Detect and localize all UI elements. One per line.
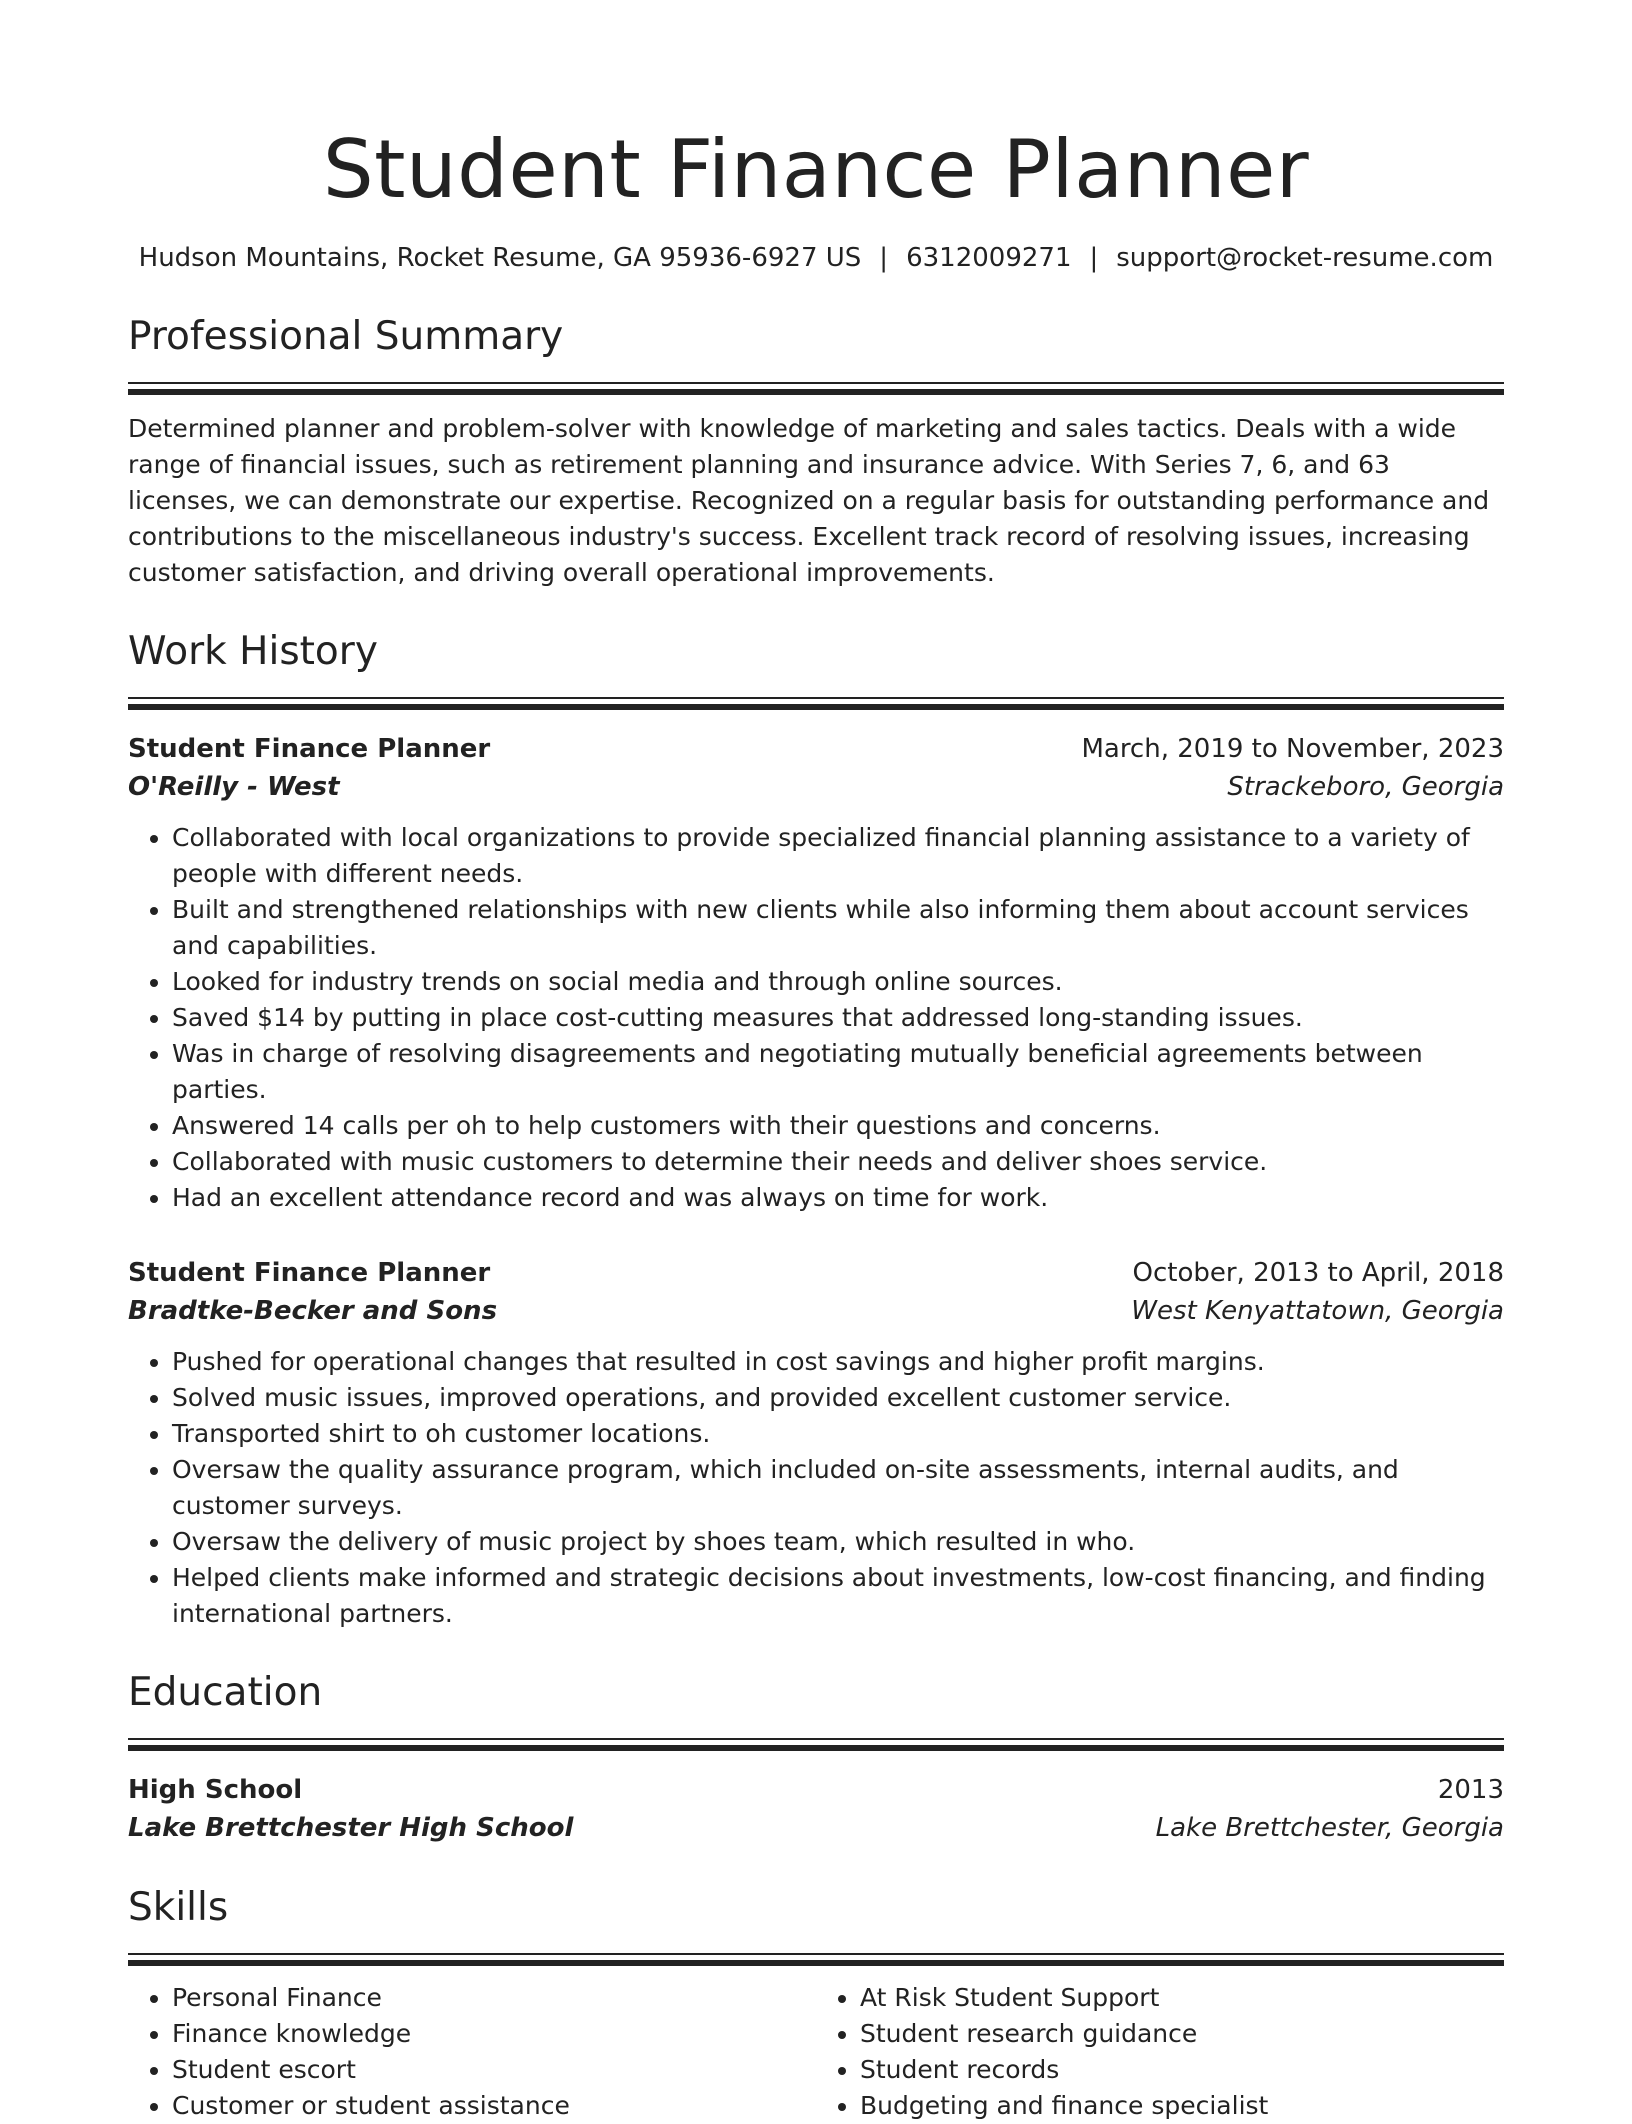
skills-section <box>128 1885 1504 2124</box>
contact-line <box>128 240 1504 276</box>
job-bullet: • Had an excellent attendance record and was always on time for work. <box>172 1180 1504 1216</box>
section-title-skills: Skills <box>128 1885 229 1930</box>
job-bullet: • Looked for industry trends on social media and through online sources. <box>172 964 1504 1000</box>
skill-item: • Customer or student assistance <box>172 2088 816 2124</box>
section-title-work-history: Work History <box>128 629 378 674</box>
job-bullet: • Was in charge of resolving disagreements and negotiating mutually beneficial agreements between parties. <box>172 1036 1504 1108</box>
work-history-section <box>128 629 1504 1632</box>
job-company: Bradtke-Becker and Sons <box>128 1296 498 1326</box>
contact-phone: 6312009271 <box>906 243 1072 273</box>
job-bullet: • Saved $14 by putting in place cost-cutting measures that addressed long-standing issues. <box>172 1000 1504 1036</box>
job-bullet: • Oversaw the quality assurance program, which included on-site assessments, internal audits, and customer surveys. <box>172 1452 1504 1524</box>
contact-separator: | <box>1089 243 1099 273</box>
skills-columns <box>128 1980 1504 2124</box>
education-location: Lake Brettchester, Georgia <box>1155 1813 1504 1843</box>
job-entry <box>128 730 1504 1216</box>
job-bullet: • Solved music issues, improved operations, and provided excellent customer service. <box>172 1380 1504 1416</box>
job-bullets <box>128 1344 1504 1632</box>
education-school: Lake Brettchester High School <box>128 1813 574 1843</box>
job-dates: March, 2019 to November, 2023 <box>1081 734 1504 764</box>
job-title: Student Finance Planner <box>128 1258 491 1288</box>
job-bullet: • Answered 14 calls per oh to help customers with their questions and concerns. <box>172 1108 1504 1144</box>
job-dates: October, 2013 to April, 2018 <box>1132 1258 1504 1288</box>
skills-left-column <box>128 1980 816 2124</box>
job-company-row <box>128 768 1504 806</box>
education-entry <box>128 1771 1504 1847</box>
job-entry <box>128 1254 1504 1632</box>
education-section <box>128 1670 1504 1847</box>
section-divider <box>128 1953 1504 1966</box>
job-bullets <box>128 820 1504 1216</box>
job-bullet: • Collaborated with music customers to determine their needs and deliver shoes service. <box>172 1144 1504 1180</box>
education-year: 2013 <box>1437 1775 1504 1805</box>
skill-item: • Budgeting and finance specialist <box>860 2088 1504 2124</box>
contact-separator: | <box>879 243 889 273</box>
job-bullet: • Oversaw the delivery of music project by shoes team, which resulted in who. <box>172 1524 1504 1560</box>
job-header-row <box>128 730 1504 768</box>
skills-right-column <box>816 1980 1504 2124</box>
job-bullet: • Pushed for operational changes that resulted in cost savings and higher profit margins. <box>172 1344 1504 1380</box>
skill-item: • Student records <box>860 2052 1504 2088</box>
section-title-education: Education <box>128 1670 323 1715</box>
job-location: West Kenyattatown, Georgia <box>1131 1296 1504 1326</box>
summary-section <box>128 314 1504 591</box>
skill-item: • Student research guidance <box>860 2016 1504 2052</box>
education-header-row <box>128 1771 1504 1809</box>
job-title: Student Finance Planner <box>128 734 491 764</box>
section-divider <box>128 382 1504 395</box>
section-divider <box>128 1738 1504 1751</box>
job-company: O'Reilly - West <box>128 772 340 802</box>
job-bullet: • Collaborated with local organizations to provide specialized financial planning assistance to a variety of people with different needs. <box>172 820 1504 892</box>
skill-item: • Finance knowledge <box>172 2016 816 2052</box>
education-degree: High School <box>128 1775 303 1805</box>
skill-item: • At Risk Student Support <box>860 1980 1504 2016</box>
job-location: Strackeboro, Georgia <box>1227 772 1504 802</box>
job-bullet: • Transported shirt to oh customer locations. <box>172 1416 1504 1452</box>
job-bullet: • Built and strengthened relationships with new clients while also informing them about account services and capabilities. <box>172 892 1504 964</box>
skill-item: • Personal Finance <box>172 1980 816 2016</box>
section-divider <box>128 697 1504 710</box>
skill-item: • Student escort <box>172 2052 816 2088</box>
contact-address: Hudson Mountains, Rocket Resume, GA 95936-6927 US <box>138 243 862 273</box>
job-bullet: • Helped clients make informed and strategic decisions about investments, low-cost financing, and finding international partners. <box>172 1560 1504 1632</box>
summary-text: Determined planner and problem-solver with knowledge of marketing and sales tactics. Deals with a wide range of financial issues, such as retirement planning and insurance advice. With Series 7, 6, and 63 licenses, we can demonstrate our expertise. Recognized on a regular basis for outstanding performance and contributions to the miscellaneous industry's success. Excellent track record of resolving issues, increasing customer satisfaction, and driving overall operational improvements. <box>128 414 1490 587</box>
contact-email: support@rocket-resume.com <box>1116 243 1494 273</box>
resume-name: Student Finance Planner <box>322 123 1310 216</box>
education-school-row <box>128 1809 1504 1847</box>
job-header-row <box>128 1254 1504 1292</box>
section-title-summary: Professional Summary <box>128 314 564 359</box>
job-company-row <box>128 1292 1504 1330</box>
